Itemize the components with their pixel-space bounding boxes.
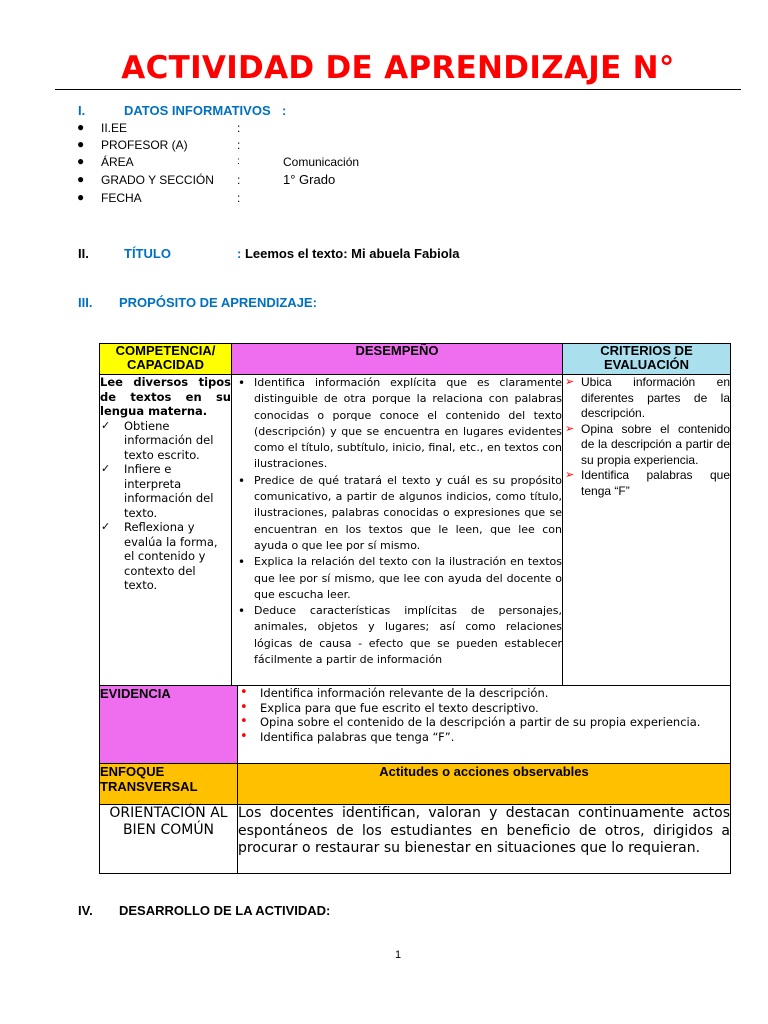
- desempeno-item: • Predice de qué tratará el texto y cuál es su propósito comunicativo, a partir de algunos indicios, como título, ilustraciones, palabras conocidas o expresiones que se encuentran en los textos que le leen, que lee con ayuda o que lee por sí mismo.: [232, 473, 562, 554]
- criterio-item: ➢ Identifica palabras que tenga “F”: [563, 468, 730, 499]
- desempeno-cell: [232, 375, 563, 686]
- info-value: Comunicación: [283, 155, 360, 169]
- capacidad-item: ✓ Reflexiona y evalúa la forma, el contenido y contexto del texto.: [100, 520, 231, 593]
- evidencia-item: • Identifica información relevante de la descripción.: [238, 686, 730, 701]
- bullet-icon: ●: [77, 154, 85, 168]
- section-2-label: TÍTULO: [124, 246, 171, 261]
- evidencia-row: [100, 686, 731, 764]
- title-underline: [55, 89, 741, 90]
- competencia-main: Lee diversos tipos de textos en su lengua materna.: [100, 375, 231, 418]
- section-3-number: III.: [78, 295, 93, 310]
- competencia-cell: [100, 375, 232, 686]
- bullet-icon: ●: [77, 120, 85, 134]
- table-header-row: [100, 344, 731, 375]
- info-row-area: [77, 155, 497, 171]
- info-label: PROFESOR (A): [101, 138, 188, 152]
- evidencia-item: • Opina sobre el contenido de la descripción a partir de su propia experiencia.: [238, 715, 730, 730]
- page-number: 1: [394, 949, 402, 961]
- info-colon: :: [237, 191, 241, 205]
- header-desempeno: DESEMPEÑO: [232, 344, 563, 375]
- info-row-fecha: [77, 191, 497, 207]
- capacidad-item: ✓ Obtiene información del texto escrito.: [100, 419, 231, 463]
- bullet-icon: ●: [77, 137, 85, 151]
- criterio-item: ➢ Ubica información en diferentes partes de la descripción.: [563, 375, 730, 422]
- criterios-list: [563, 375, 730, 499]
- evidencias-list: [238, 686, 730, 744]
- info-colon: :: [237, 138, 241, 152]
- info-label: GRADO Y SECCIÓN: [101, 173, 214, 187]
- info-label: II.EE: [101, 121, 128, 135]
- section-2-colon: :: [237, 246, 242, 261]
- capacidad-item: ✓ Infiere e interpreta información del texto.: [100, 462, 231, 520]
- bullet-icon: ●: [77, 172, 85, 186]
- evidencia-item: • Explica para que fue escrito el texto descriptivo.: [238, 701, 730, 716]
- desempeno-item: • Explica la relación del texto con la ilustración en textos que lee por sí mismo, que lee con ayuda del docente o que escucha leer.: [232, 554, 562, 603]
- desempenos-list: [232, 375, 562, 668]
- evidencia-item: • Identifica palabras que tenga “F”.: [238, 730, 730, 745]
- desempeno-item: • Deduce características implícitas de personajes, animales, objetos y lugares; así como relaciones lógicas de causa - efecto que se pueden establecer fácilmente a partir de información: [232, 603, 562, 668]
- evidencia-label: EVIDENCIA: [100, 686, 238, 764]
- info-colon: :: [237, 156, 240, 167]
- enfoque-name: ORIENTACIÓN AL BIEN COMÚN: [100, 805, 238, 874]
- learning-purpose-table: [99, 343, 731, 874]
- info-row-profesor: [77, 138, 497, 154]
- info-row-iiee: [77, 121, 497, 137]
- capacidades-list: [100, 419, 231, 593]
- enfoque-label: ENFOQUE TRANSVERSAL: [100, 764, 238, 805]
- header-competencia: COMPETENCIA/ CAPACIDAD: [100, 344, 232, 375]
- info-colon: :: [237, 173, 241, 187]
- section-4-title: DESARROLLO DE LA ACTIVIDAD:: [119, 903, 331, 918]
- section-3-title: PROPÓSITO DE APRENDIZAJE:: [119, 295, 317, 310]
- evidencia-cell: [238, 686, 731, 764]
- bullet-icon: ●: [77, 190, 85, 204]
- section-2-title: [237, 246, 460, 261]
- actitudes-header: Actitudes o acciones observables: [238, 764, 731, 805]
- section-1-colon: :: [282, 103, 287, 118]
- section-1-title: DATOS INFORMATIVOS: [124, 103, 271, 118]
- table-content-row: [100, 375, 731, 686]
- info-colon: :: [237, 121, 241, 135]
- info-value: 1° Grado: [283, 172, 336, 187]
- section-4-number: IV.: [78, 903, 93, 918]
- section-2-number: II.: [78, 246, 89, 261]
- enfoque-content-row: [100, 805, 731, 874]
- desempeno-item: • Identifica información explícita que es claramente distinguible de otra porque la relaciona con palabras conocidas o porque conoce el contenido del texto (descripción) y que se encuentra en lugares evidentes como el título, subtítulo, inicio, final, etc., en textos con ilustraciones.: [232, 375, 562, 473]
- header-criterios: CRITERIOS DE EVALUACIÓN: [563, 344, 731, 375]
- info-row-grado: [77, 173, 497, 189]
- criterio-item: ➢ Opina sobre el contenido de la descripción a partir de su propia experiencia.: [563, 422, 730, 469]
- criterios-cell: [563, 375, 731, 686]
- info-label: FECHA: [101, 191, 142, 205]
- enfoque-header-row: [100, 764, 731, 805]
- page-title: ACTIVIDAD DE APRENDIZAJE N°: [121, 50, 675, 86]
- section-2-value: Leemos el texto: Mi abuela Fabiola: [244, 246, 460, 261]
- section-1-number: I.: [78, 103, 86, 118]
- info-label: ÁREA: [101, 155, 134, 169]
- enfoque-text: Los docentes identifican, valoran y destacan continuamente actos espontáneos de los estudiantes en beneficio de otros, dirigidos a procurar o restaurar su bienestar en situaciones que lo requieran.: [238, 805, 731, 874]
